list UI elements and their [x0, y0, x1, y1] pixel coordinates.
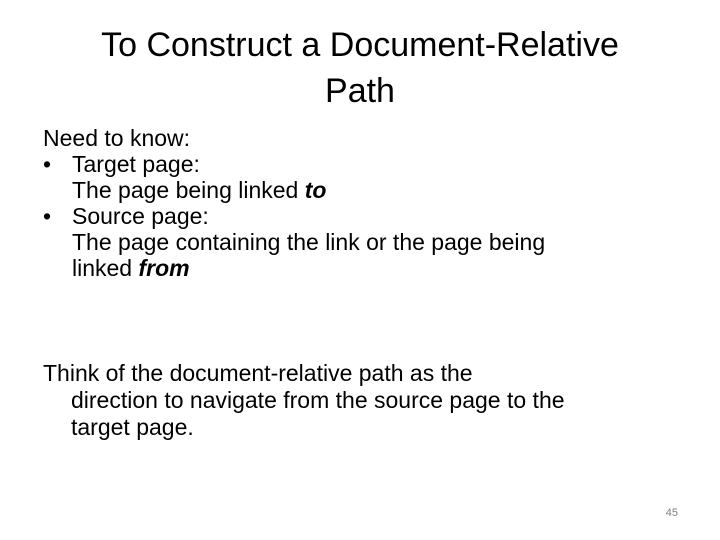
title-line-1: To Construct a Document-Relative: [101, 26, 619, 64]
intro-text: Need to know:: [43, 125, 191, 151]
desc-text: The page containing the link or the page being: [72, 229, 546, 255]
bullet-glyph: •: [43, 203, 52, 229]
paragraph-line-2: direction to navigate from the source page to the: [71, 387, 565, 413]
bullet-label-target: Target page:: [72, 151, 200, 177]
slide-title: [60, 22, 660, 114]
page-number: 45: [665, 507, 678, 519]
summary-paragraph: [43, 360, 693, 441]
desc-text: linked: [72, 255, 139, 281]
emphasis-text: to: [304, 177, 327, 203]
bullet-item-source: [43, 203, 683, 229]
slide-body: [43, 125, 683, 281]
bullet-item-target: [43, 151, 683, 177]
bullet-label-source: Source page:: [72, 203, 209, 229]
emphasis-text: from: [138, 255, 190, 281]
title-line-2: Path: [325, 72, 395, 110]
bullet-desc-target: [43, 177, 683, 203]
paragraph-line-3: target page.: [71, 414, 194, 440]
desc-text: The page being linked: [72, 177, 305, 203]
paragraph-line-1: Think of the document-relative path as the: [43, 360, 473, 386]
bullet-desc-source: [43, 229, 683, 281]
bullet-glyph: •: [43, 151, 52, 177]
